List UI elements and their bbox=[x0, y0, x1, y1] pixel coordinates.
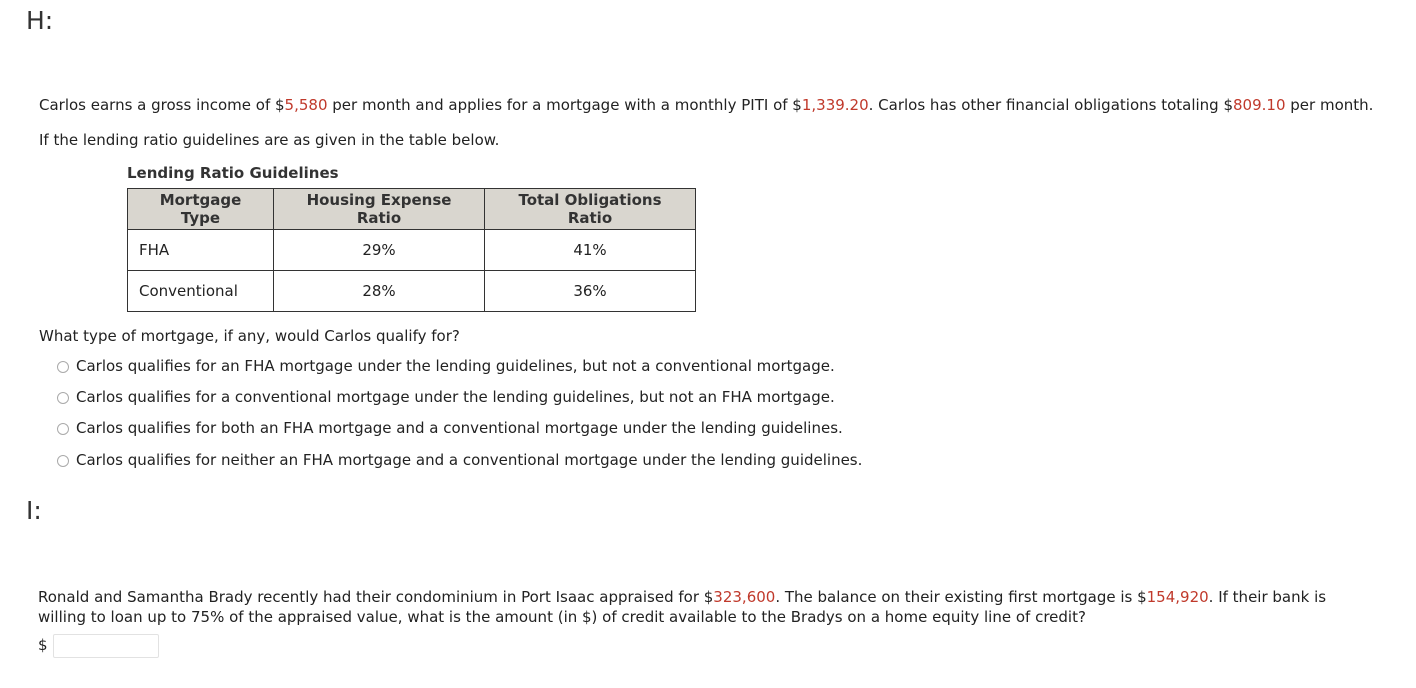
table-row bbox=[128, 271, 696, 312]
appraised-value: 323,600 bbox=[713, 588, 776, 606]
problem-h-intro: Carlos earns a gross income of $5,580 per month and applies for a mortgage with a monthly PITI of $1,339.20. Carlos has other financial obligations totaling $809.10 per month. bbox=[39, 96, 1374, 114]
answer-option[interactable] bbox=[57, 418, 843, 438]
obligations-value: 809.10 bbox=[1233, 96, 1286, 114]
table-header-row bbox=[128, 189, 696, 230]
answer-option[interactable] bbox=[57, 387, 835, 407]
table-cell: Conventional bbox=[128, 271, 274, 312]
lending-ratio-table bbox=[127, 188, 696, 312]
radio-button[interactable] bbox=[57, 455, 69, 467]
problem-i-label: I: bbox=[26, 496, 42, 525]
table-cell: 29% bbox=[274, 230, 485, 271]
answer-option[interactable] bbox=[57, 356, 835, 376]
piti-value: 1,339.20 bbox=[801, 96, 869, 114]
guideline-text: If the lending ratio guidelines are as given in the table below. bbox=[39, 131, 500, 149]
answer-option[interactable] bbox=[57, 450, 862, 470]
option-label: Carlos qualifies for neither an FHA mortgage and a conventional mortgage under the lending guidelines. bbox=[76, 451, 863, 469]
header-mortgage-type: Mortgage Type bbox=[128, 189, 274, 230]
table-cell: 28% bbox=[274, 271, 485, 312]
option-label: Carlos qualifies for an FHA mortgage under the lending guidelines, but not a conventional mortgage. bbox=[76, 357, 835, 375]
currency-symbol: $ bbox=[38, 636, 48, 654]
header-total-obligations-ratio: Total Obligations Ratio bbox=[485, 189, 696, 230]
table-title: Lending Ratio Guidelines bbox=[127, 164, 339, 182]
table-cell: 41% bbox=[485, 230, 696, 271]
option-label: Carlos qualifies for both an FHA mortgage and a conventional mortgage under the lending guidelines. bbox=[76, 419, 843, 437]
question-text: What type of mortgage, if any, would Carlos qualify for? bbox=[39, 327, 460, 345]
option-label: Carlos qualifies for a conventional mortgage under the lending guidelines, but not an FHA mortgage. bbox=[76, 388, 835, 406]
table-row bbox=[128, 230, 696, 271]
table-cell: 36% bbox=[485, 271, 696, 312]
radio-button[interactable] bbox=[57, 423, 69, 435]
answer-input[interactable] bbox=[53, 634, 159, 658]
table-cell: FHA bbox=[128, 230, 274, 271]
income-value: 5,580 bbox=[284, 96, 328, 114]
radio-button[interactable] bbox=[57, 392, 69, 404]
problem-h-label: H: bbox=[26, 6, 54, 35]
radio-button[interactable] bbox=[57, 361, 69, 373]
header-housing-expense-ratio: Housing Expense Ratio bbox=[274, 189, 485, 230]
balance-value: 154,920 bbox=[1146, 588, 1209, 606]
problem-i-text: Ronald and Samantha Brady recently had their condominium in Port Isaac appraised for $323,600. The balance on their existing first mortgage is $154,920. If their bank is willing to loan up to 75% of the appraised value, what is the amount (in $) of credit available to the Bradys on a home equity line of credit? bbox=[38, 588, 1327, 626]
